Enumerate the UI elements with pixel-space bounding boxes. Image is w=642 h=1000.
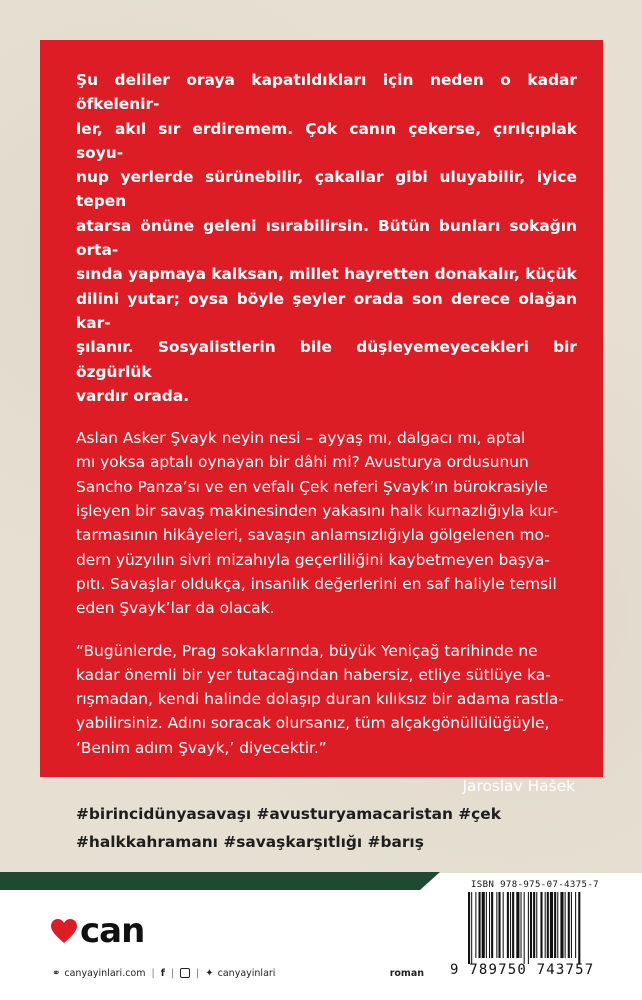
barcode-bar	[475, 892, 476, 958]
epigraph-line: sında yapmaya kalksan, millet hayretten donakalır, küçük	[76, 265, 577, 284]
description-line: mı yoksa aptalı oynayan bir dâhi mi? Avusturya ordusunun	[76, 453, 529, 472]
barcode-bar	[491, 892, 493, 958]
barcode-bar	[521, 892, 522, 958]
description-line: Aslan Asker Şvayk neyin nesi – ayyaş mı, dalgacı mı, aptal	[76, 429, 526, 448]
genre-label: roman	[389, 967, 424, 979]
barcode-bar	[578, 892, 580, 964]
barcode-bar	[560, 892, 563, 958]
barcode-bar	[496, 892, 497, 958]
twitter-icon[interactable]: ✦	[205, 967, 214, 979]
barcode	[450, 878, 620, 988]
publisher-logo	[50, 911, 145, 951]
epigraph-line: ler, akıl sır erdiremem. Çok canın çekerse, çırılçıplak soyu-	[76, 119, 577, 162]
divider: |	[170, 967, 175, 979]
quote-line: yabilirsiniz. Adını soracak olursanız, tüm alçakgönüllülüğüyle,	[76, 714, 550, 733]
barcode-bar	[565, 892, 566, 958]
barcode-bar	[507, 892, 509, 958]
isbn-label: ISBN 978-975-07-4375-7	[470, 880, 599, 890]
logo-wordmark: can	[80, 911, 145, 951]
description-line: Sancho Panza’sı ve en vefalı Çek neferi Şvayk’ın bürokrasiyle	[76, 477, 548, 496]
barcode-bar	[482, 892, 485, 958]
epigraph-line: şılanır. Sosyalistlerin bile düşleyemeyecekleri bir özgürlük	[76, 338, 577, 381]
green-strip	[0, 872, 440, 890]
quote-line: kadar önemli bir yer tutacağından habersiz, etliye sütlüye ka-	[76, 665, 551, 684]
hashtag-line: #halkkahramanı #savaşkarşıtlığı #barış	[76, 833, 424, 851]
barcode-bar	[530, 892, 532, 958]
barcode-bar	[568, 892, 570, 958]
epigraph-line: dilini yutar; oysa böyle şeyler orada son derece olağan kar-	[76, 289, 577, 332]
barcode-bar	[557, 892, 558, 958]
epigraph-paragraph	[76, 68, 577, 408]
barcode-bar	[575, 892, 576, 958]
globe-icon: ⚭	[52, 967, 61, 979]
barcode-bar	[554, 892, 556, 958]
barcode-bar	[571, 892, 572, 958]
barcode-bar	[486, 892, 487, 958]
description-line: tarmasının hikâyeleri, savaşın anlamsızlığıyla gölgelenen mo-	[76, 526, 550, 545]
instagram-icon[interactable]	[180, 968, 190, 978]
barcode-bar	[528, 892, 529, 964]
description-paragraph	[76, 426, 577, 620]
heart-icon	[50, 918, 78, 944]
barcode-bar	[536, 892, 537, 958]
barcode-bar	[498, 892, 500, 958]
description-line: pıtı. Savaşlar oldukça, insanlık değerlerini en saf haliyle temsil	[76, 574, 557, 593]
barcode-bar	[524, 892, 525, 964]
social-handle[interactable]: canyayinlari	[217, 967, 276, 979]
barcode-bar	[516, 892, 519, 958]
barcode-bar	[547, 892, 549, 958]
barcode-bar	[545, 892, 546, 958]
hashtag-line: #birincidünyasavaşı #avusturyamacaristan #çek	[76, 805, 501, 823]
epigraph-line: nup yerlerde sürünebilir, çakallar gibi uluyabilir, iyice tepen	[76, 168, 577, 211]
quote-line: rışmadan, kendi halinde dolaşıp duran kılıksız bir adama rastla-	[76, 690, 564, 709]
author-name: Jaroslav Hašek	[462, 777, 575, 796]
divider: |	[196, 967, 200, 979]
quote-paragraph	[76, 639, 577, 760]
barcode-bar	[510, 892, 511, 958]
barcode-bar	[540, 892, 542, 958]
quote-line: “Bugünlerde, Prag sokaklarında, büyük Yeniçağ tarihinde ne	[76, 641, 538, 660]
website-link[interactable]: canyayinlari.com	[64, 967, 146, 979]
barcode-bar	[503, 892, 504, 958]
epigraph-line: atarsa önüne geleni ısırabilirsin. Bütün bunları sokağın orta-	[76, 216, 577, 260]
barcode-bar	[468, 892, 470, 964]
barcode-bar	[471, 892, 472, 964]
epigraph-line: vardır orada.	[76, 386, 190, 405]
hashtags	[76, 800, 596, 856]
facebook-icon[interactable]: f	[160, 967, 165, 979]
barcode-bar	[489, 892, 490, 958]
blurb-panel	[40, 40, 603, 796]
barcode-bar	[512, 892, 514, 958]
footer-links	[52, 965, 432, 981]
barcode-bar	[479, 892, 481, 958]
barcode-bar	[550, 892, 553, 958]
quote-line: ‘Benim adım Şvayk,’ diyecektir.”	[76, 738, 327, 757]
ean-digits: 9 789750 743757	[450, 962, 595, 978]
description-line: işleyen bir savaş makinesinden yakasını halk kurnazlığıyla kur-	[76, 502, 559, 521]
description-line: dern yüzyılın sivri mizahıyla geçerliliğini kaybetmeyen başya-	[76, 550, 550, 569]
epigraph-line: Şu deliler oraya kapatıldıkları için neden o kadar öfkelenir-	[76, 71, 577, 114]
barcode-bar	[533, 892, 535, 958]
barcode-bars	[460, 892, 610, 964]
description-line: eden Şvayk’lar da olacak.	[76, 599, 275, 618]
divider: |	[151, 967, 155, 979]
